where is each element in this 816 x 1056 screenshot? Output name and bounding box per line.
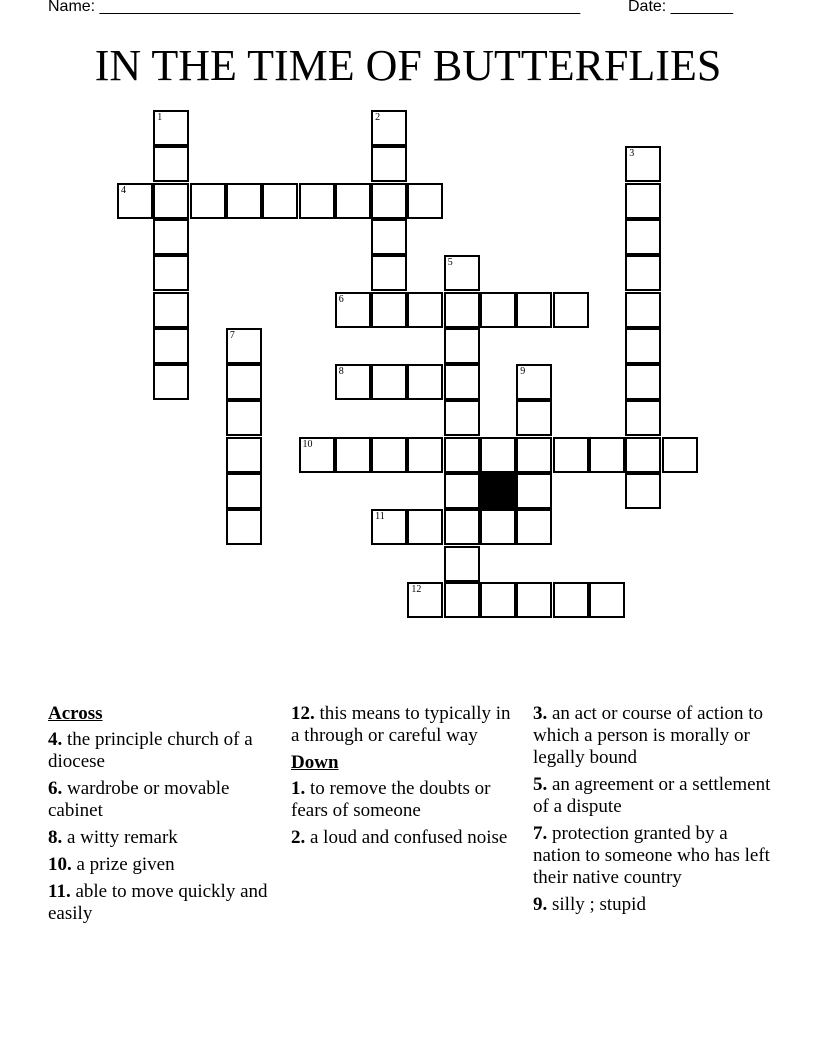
grid-cell[interactable] (153, 110, 189, 146)
clue-across-4 (48, 729, 273, 773)
clue-number: 12. (291, 703, 315, 724)
grid-cell[interactable] (335, 183, 371, 219)
grid-cell[interactable] (625, 400, 661, 436)
clue-number: 6. (48, 778, 63, 799)
grid-cell[interactable] (226, 364, 262, 400)
cell-number: 7 (229, 329, 235, 341)
grid-cell[interactable] (516, 437, 552, 473)
cell-number: 2 (375, 112, 381, 123)
grid-cell[interactable] (371, 219, 407, 255)
grid-cell[interactable] (153, 292, 189, 328)
clue-number: 5. (533, 774, 548, 795)
grid-cell[interactable] (625, 473, 661, 509)
grid-cell[interactable] (371, 292, 407, 328)
grid-cell[interactable] (516, 473, 552, 509)
clue-number: 8. (48, 827, 63, 848)
clue-down-3 (533, 703, 773, 769)
cell-number: 9 (520, 366, 526, 378)
clue-text: the principle church of a diocese (48, 729, 253, 772)
grid-cell[interactable] (625, 328, 661, 364)
grid-cell[interactable] (153, 328, 189, 364)
grid-cell[interactable] (335, 292, 371, 328)
clue-across-10 (48, 854, 273, 876)
grid-cell[interactable] (153, 364, 189, 400)
cell-number: 10 (302, 438, 313, 450)
grid-cell[interactable] (407, 292, 443, 328)
grid-cell[interactable] (153, 146, 189, 182)
grid-cell[interactable] (226, 509, 262, 545)
grid-cell[interactable] (516, 364, 552, 400)
grid-cell[interactable] (407, 183, 443, 219)
grid-cell[interactable] (625, 292, 661, 328)
grid-cell[interactable] (516, 509, 552, 545)
cell-number: 11 (375, 511, 385, 523)
grid-cell[interactable] (153, 219, 189, 255)
grid-cell[interactable] (516, 292, 552, 328)
grid-cell[interactable] (407, 437, 443, 473)
grid-cell[interactable] (553, 582, 589, 618)
grid-cell[interactable] (480, 292, 516, 328)
clue-number: 1. (291, 778, 306, 799)
grid-cell[interactable] (371, 110, 407, 146)
clue-text: to remove the doubts or fears of someone (291, 778, 491, 821)
grid-cell[interactable] (625, 146, 661, 182)
across-heading: Across (48, 703, 103, 724)
clue-number: 10. (48, 854, 72, 875)
grid-cell[interactable] (226, 328, 262, 364)
grid-cell[interactable] (480, 582, 516, 618)
page-title: IN THE TIME OF BUTTERFLIES (94, 41, 722, 90)
clue-across-8 (48, 827, 273, 849)
clue-number: 4. (48, 729, 63, 750)
clue-down-2 (291, 827, 521, 849)
cell-number: 5 (447, 257, 453, 269)
clue-column-3 (533, 703, 773, 921)
grid-cell[interactable] (153, 255, 189, 291)
grid-cell[interactable] (625, 219, 661, 255)
clue-text: a witty remark (67, 827, 178, 848)
grid-cell[interactable] (480, 437, 516, 473)
cell-number: 1 (157, 112, 163, 123)
clue-text: this means to typically in a through or careful way (291, 703, 511, 746)
grid-cell[interactable] (662, 437, 698, 473)
date-label: Date: _______ (628, 0, 733, 15)
grid-cell[interactable] (625, 255, 661, 291)
grid-cell[interactable] (335, 437, 371, 473)
grid-cell[interactable] (444, 400, 480, 436)
clue-number: 7. (533, 823, 548, 844)
clue-column-2 (291, 703, 521, 854)
blocked-cell (480, 473, 516, 509)
cell-number: 6 (338, 293, 344, 305)
clue-text: able to move quickly and easily (48, 881, 268, 924)
grid-cell[interactable] (407, 582, 443, 618)
grid-cell[interactable] (625, 437, 661, 473)
clue-number: 2. (291, 827, 306, 848)
grid-cell[interactable] (444, 509, 480, 545)
clue-across-6 (48, 778, 273, 822)
clue-text: a loud and confused noise (310, 827, 508, 848)
clue-down-1 (291, 778, 521, 822)
clue-text: wardrobe or movable cabinet (48, 778, 230, 821)
grid-cell[interactable] (444, 473, 480, 509)
cell-number: 4 (121, 184, 126, 196)
name-label: Name: ______________________________________________________ (48, 0, 581, 15)
clue-text: a prize given (76, 854, 175, 875)
grid-cell[interactable] (407, 509, 443, 545)
grid-cell[interactable] (371, 509, 407, 545)
clue-text: protection granted by a nation to someone who has left their native country (533, 823, 770, 888)
cell-number: 8 (338, 366, 344, 378)
grid-cell[interactable] (226, 437, 262, 473)
grid-cell[interactable] (371, 437, 407, 473)
clue-across-12 (291, 703, 521, 747)
grid-cell[interactable] (299, 183, 335, 219)
grid-cell[interactable] (444, 546, 480, 582)
cell-number: 12 (411, 583, 422, 595)
clue-text: an agreement or a settlement of a dispute (533, 774, 771, 817)
grid-cell[interactable] (335, 364, 371, 400)
grid-cell[interactable] (299, 437, 335, 473)
grid-cell[interactable] (190, 183, 226, 219)
clue-down-9 (533, 894, 773, 916)
grid-cell[interactable] (153, 183, 189, 219)
grid-cell[interactable] (444, 364, 480, 400)
clue-column-1 (48, 703, 273, 930)
down-heading: Down (291, 752, 339, 773)
clue-down-5 (533, 774, 773, 818)
grid-cell[interactable] (117, 183, 153, 219)
grid-cell[interactable] (371, 364, 407, 400)
grid-cell[interactable] (516, 582, 552, 618)
clue-number: 9. (533, 894, 548, 915)
clue-number: 3. (533, 703, 548, 724)
clue-number: 11. (48, 881, 71, 902)
cell-number: 3 (629, 148, 635, 160)
grid-cell[interactable] (553, 292, 589, 328)
clue-text: silly ; stupid (552, 894, 646, 915)
grid-cell[interactable] (589, 437, 625, 473)
grid-cell[interactable] (589, 582, 625, 618)
grid-cell[interactable] (371, 255, 407, 291)
clue-across-11 (48, 881, 273, 925)
grid-cell[interactable] (625, 183, 661, 219)
clue-down-7 (533, 823, 773, 889)
grid-cell[interactable] (371, 146, 407, 182)
grid-cell[interactable] (553, 437, 589, 473)
grid-cell[interactable] (226, 183, 262, 219)
grid-cell[interactable] (516, 400, 552, 436)
grid-cell[interactable] (444, 437, 480, 473)
grid-cell[interactable] (371, 183, 407, 219)
grid-cell[interactable] (444, 255, 480, 291)
clue-text: an act or course of action to which a person is morally or legally bound (533, 703, 764, 768)
grid-cell[interactable] (444, 292, 480, 328)
grid-cell[interactable] (407, 364, 443, 400)
grid-cell[interactable] (262, 183, 298, 219)
grid-cell[interactable] (444, 582, 480, 618)
grid-cell[interactable] (226, 400, 262, 436)
grid-cell[interactable] (480, 509, 516, 545)
grid-cell[interactable] (625, 364, 661, 400)
grid-cell[interactable] (226, 473, 262, 509)
grid-cell[interactable] (444, 328, 480, 364)
